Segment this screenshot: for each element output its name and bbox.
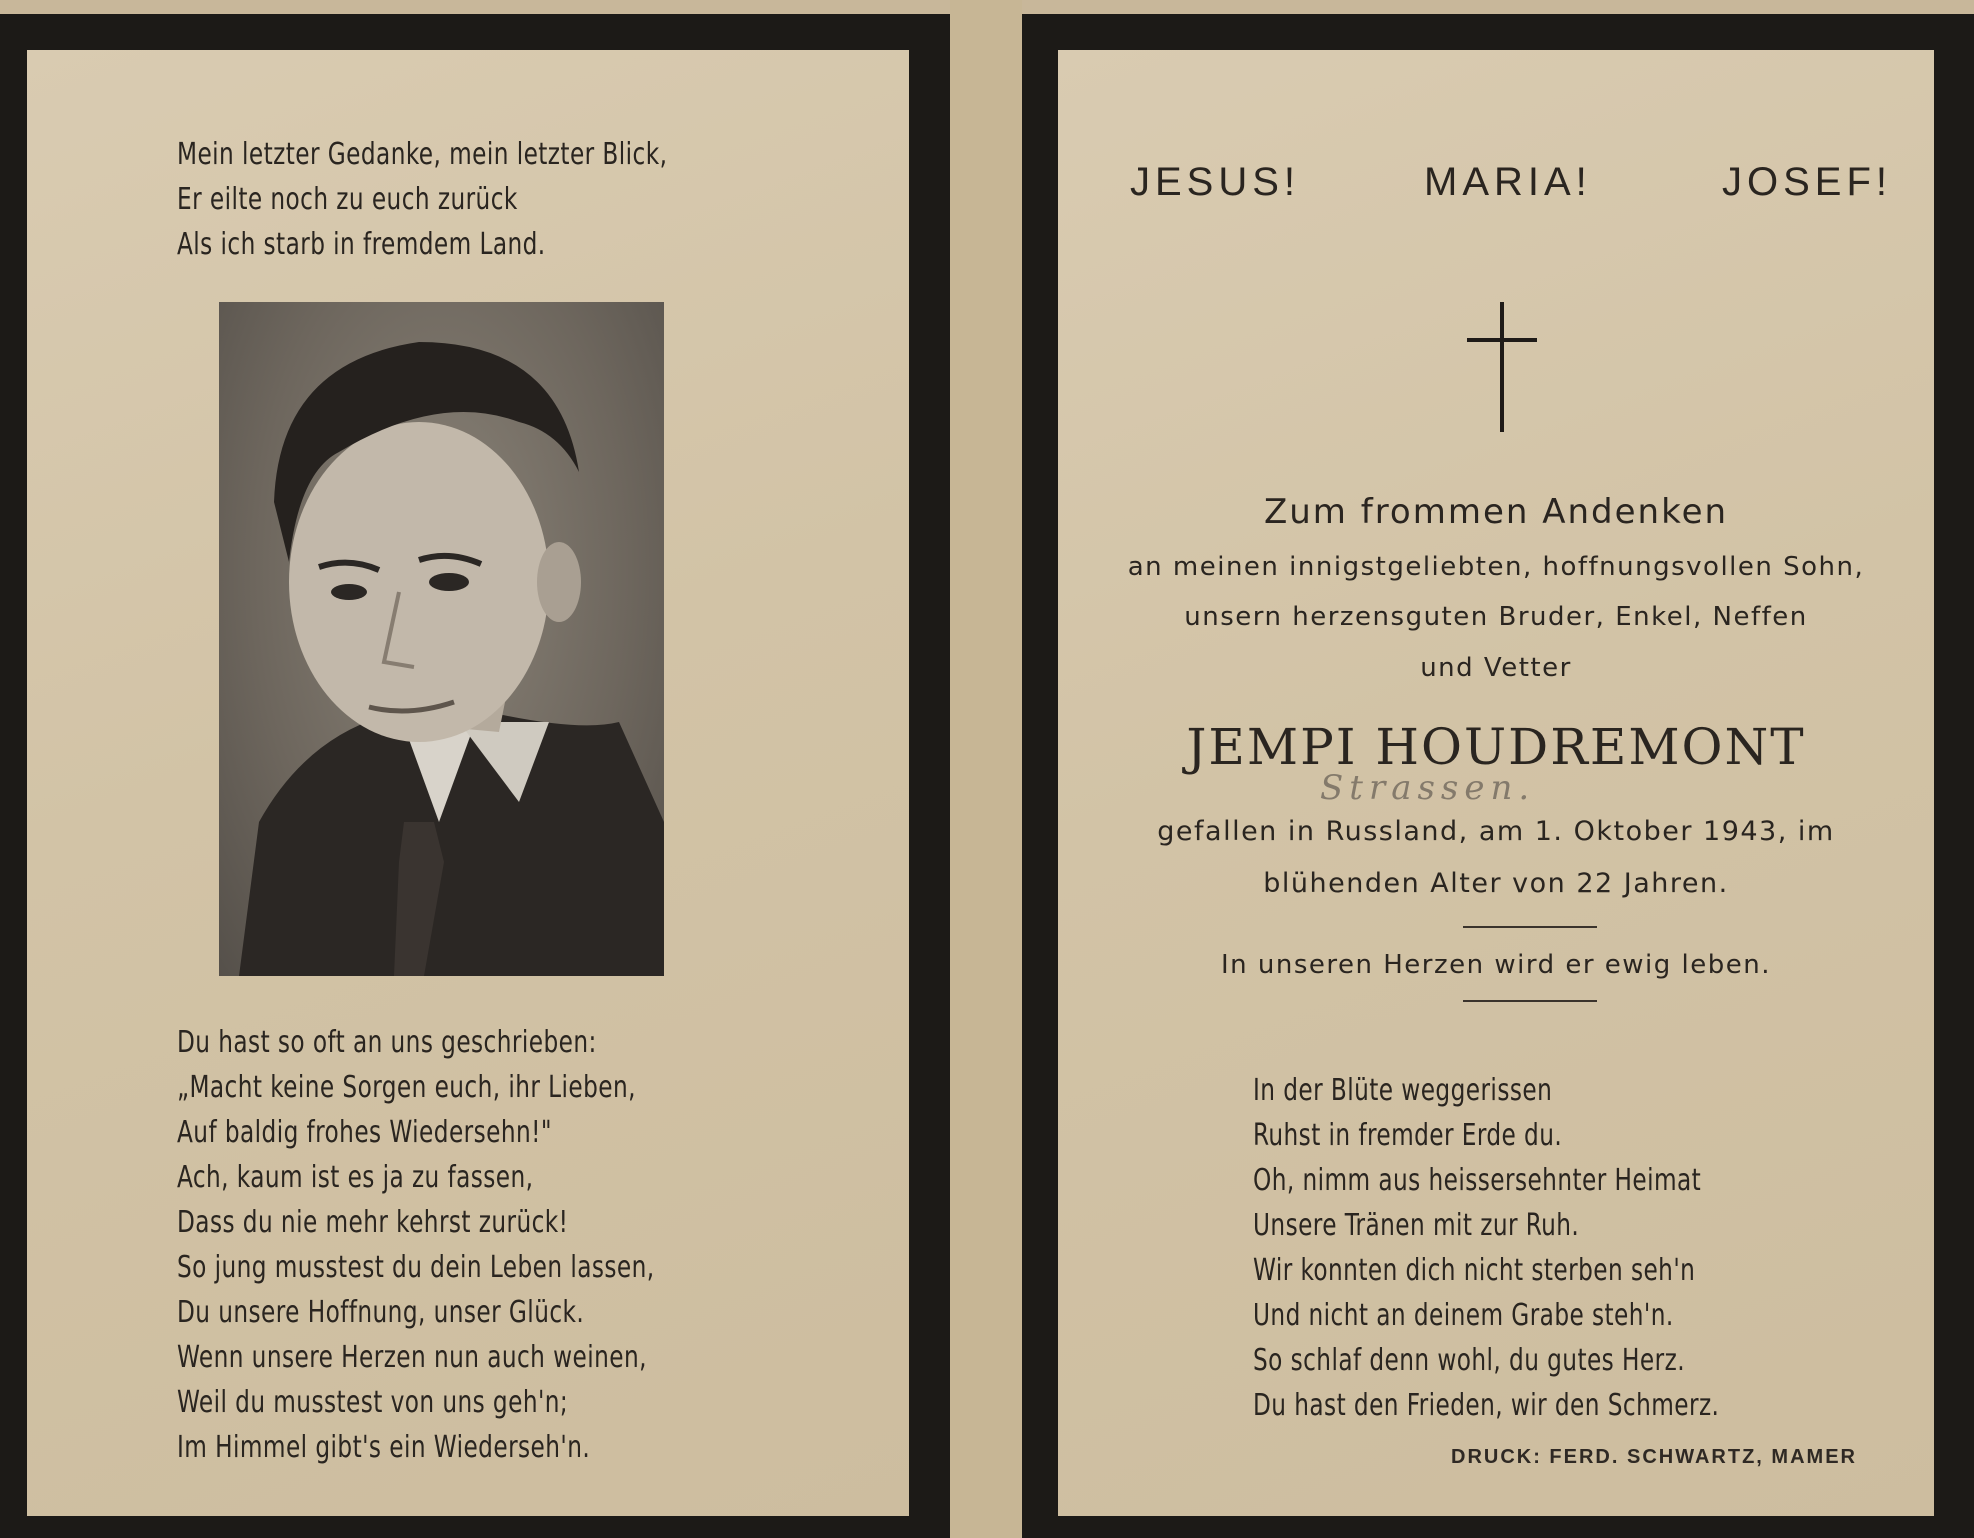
divider	[1463, 1000, 1597, 1002]
invocation-row	[1058, 160, 1934, 210]
verse-line: Auf baldig frohes Wiedersehn!"	[177, 1115, 552, 1150]
left-page	[27, 50, 909, 1516]
verse-line: Wenn unsere Herzen nun auch weinen,	[177, 1340, 647, 1375]
verse-line: Unsere Tränen mit zur Ruh.	[1253, 1208, 1580, 1243]
verse-line: Im Himmel gibt's ein Wiederseh'n.	[177, 1430, 591, 1465]
handwritten-note: Strassen.	[1320, 768, 1536, 808]
verse-line: In der Blüte weggerissen	[1253, 1073, 1553, 1108]
verse-line: Und nicht an deinem Grabe steh'n.	[1253, 1298, 1674, 1333]
divider	[1463, 926, 1597, 928]
dedication-line: und Vetter	[1420, 653, 1572, 683]
verse-line: So jung musstest du dein Leben lassen,	[177, 1250, 655, 1285]
verse-line: Dass du nie mehr kehrst zurück!	[177, 1205, 569, 1240]
dedication-line: an meinen innigstgeliebten, hoffnungsvollen Sohn,	[1127, 552, 1865, 582]
dedication-line: unsern herzensguten Bruder, Enkel, Neffen	[1184, 602, 1808, 632]
verse-line: Oh, nimm aus heissersehnter Heimat	[1253, 1163, 1702, 1198]
verse-line: Mein letzter Gedanke, mein letzter Blick,	[177, 137, 668, 172]
closing-verse	[177, 1020, 732, 1470]
death-detail-line: gefallen in Russland, am 1. Oktober 1943, im	[1157, 816, 1835, 847]
verse-line: Er eilte noch zu euch zurück	[177, 182, 518, 217]
left-card-border	[0, 14, 950, 1538]
invocation-jesus: JESUS!	[1130, 160, 1301, 204]
invocation-maria: MARIA!	[1424, 160, 1592, 204]
right-page	[1058, 50, 1934, 1516]
verse-line: Weil du musstest von uns geh'n;	[177, 1385, 569, 1420]
death-detail-line: blühenden Alter von 22 Jahren.	[1263, 868, 1729, 899]
verse-line: Du unsere Hoffnung, unser Glück.	[177, 1295, 585, 1330]
verse-line: Wir konnten dich nicht sterben seh'n	[1253, 1253, 1696, 1288]
invocation-josef: JOSEF!	[1722, 160, 1893, 204]
verse-line: So schlaf denn wohl, du gutes Herz.	[1253, 1343, 1686, 1378]
portrait-photo	[219, 302, 664, 976]
verse-line: Du hast den Frieden, wir den Schmerz.	[1253, 1388, 1720, 1423]
right-card-border	[1022, 14, 1974, 1538]
verse-line: Ach, kaum ist es ja zu fassen,	[177, 1160, 534, 1195]
deceased-name: JEMPI HOUDREMONT	[1186, 718, 1806, 776]
memorial-verse	[1253, 1068, 1795, 1428]
printer-credit: DRUCK: FERD. SCHWARTZ, MAMER	[1451, 1446, 1857, 1468]
verse-line: „Macht keine Sorgen euch, ihr Lieben,	[177, 1070, 636, 1105]
verse-line: Ruhst in fremder Erde du.	[1253, 1118, 1563, 1153]
memorial-heading: Zum frommen Andenken	[1263, 492, 1729, 532]
memorial-motto: In unseren Herzen wird er ewig leben.	[1220, 950, 1772, 980]
verse-line: Du hast so oft an uns geschrieben:	[177, 1025, 597, 1060]
opening-verse	[177, 132, 747, 267]
verse-line: Als ich starb in fremdem Land.	[177, 227, 546, 262]
cross-icon	[1467, 302, 1537, 432]
portrait-figure	[219, 302, 664, 976]
card-fold	[950, 0, 1022, 1538]
